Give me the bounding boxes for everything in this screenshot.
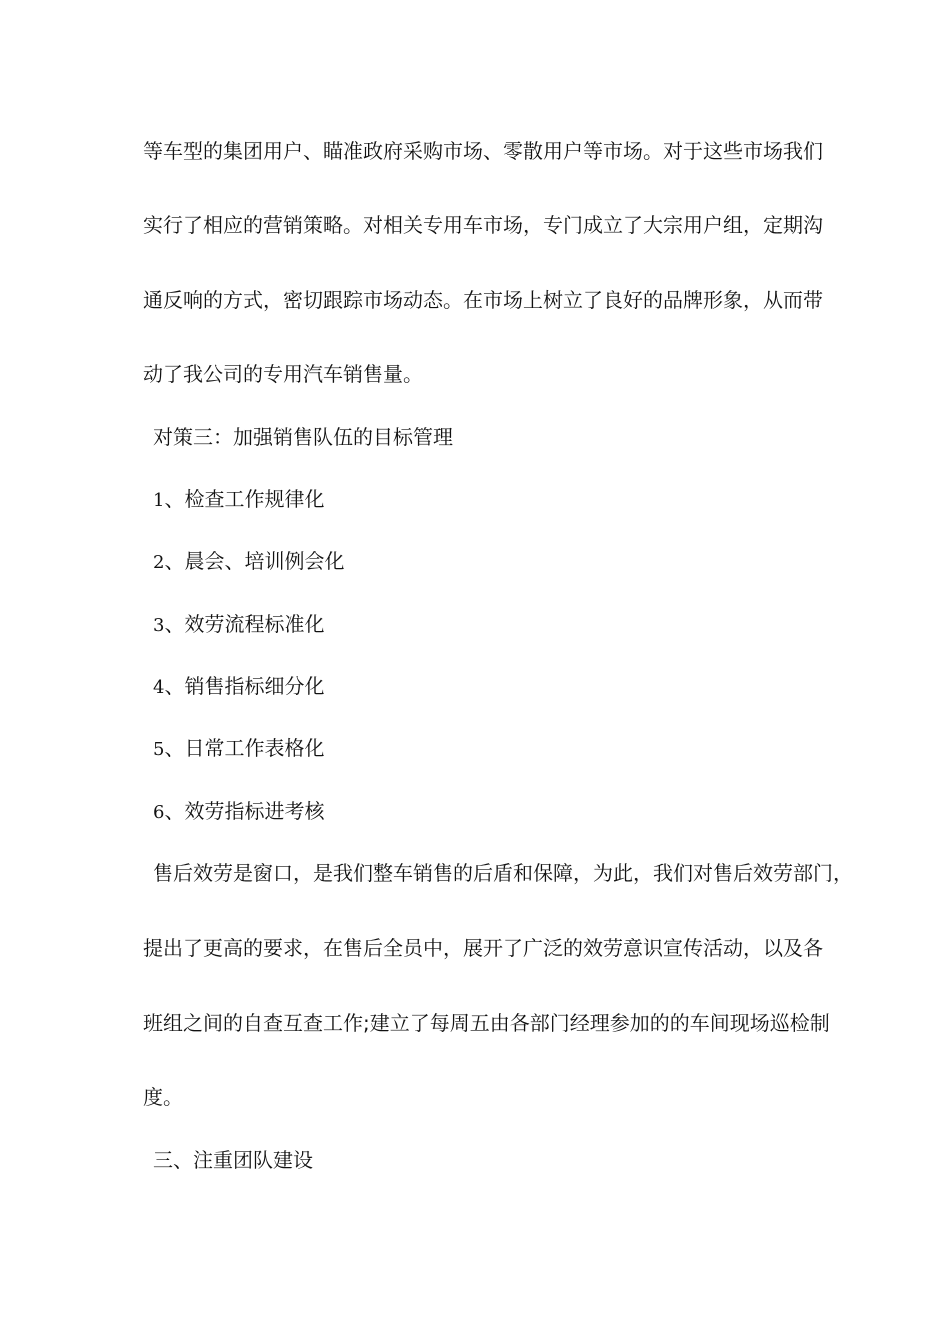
list-item-text: 、检查工作规律化	[164, 487, 325, 511]
paragraph-2-line-4: 度。	[143, 1085, 183, 1109]
list-item-number: 5	[153, 739, 165, 760]
list-item-number: 1	[153, 490, 165, 511]
list-item-text: 、晨会、培训例会化	[164, 549, 345, 573]
list-item-number: 6	[153, 802, 165, 823]
list-item	[153, 549, 344, 575]
paragraph-1-line-2: 实行了相应的营销策略。对相关专用车市场，专门成立了大宗用户组，定期沟	[143, 213, 823, 237]
paragraph-1-line-1: 等车型的集团用户、瞄准政府采购市场、零散用户等市场。对于这些市场我们	[143, 139, 823, 163]
paragraph-1-line-4: 动了我公司的专用汽车销售量。	[143, 362, 423, 386]
list-item-text: 、销售指标细分化	[164, 674, 325, 698]
paragraph-2-line-2: 提出了更高的要求，在售后全员中，展开了广泛的效劳意识宣传活动，以及各	[143, 936, 823, 960]
list-item	[153, 799, 324, 825]
list-item-number: 3	[153, 615, 165, 636]
list-item	[153, 612, 324, 638]
list-item	[153, 736, 324, 762]
paragraph-2-line-1: 售后效劳是窗口，是我们整车销售的后盾和保障，为此，我们对售后效劳部门，	[153, 861, 853, 885]
list-item-text: 、效劳指标进考核	[164, 799, 325, 823]
list-item	[153, 487, 324, 513]
list-item	[153, 674, 324, 700]
list-item-number: 2	[153, 552, 165, 573]
section-heading: 三、注重团队建设	[153, 1148, 313, 1172]
list-item-number: 4	[153, 677, 165, 698]
list-item-text: 、效劳流程标准化	[164, 612, 325, 636]
paragraph-2-line-3: 班组之间的自查互查工作;建立了每周五由各部门经理参加的的车间现场巡检制	[143, 1011, 830, 1035]
paragraph-1-line-3: 通反响的方式，密切跟踪市场动态。在市场上树立了良好的品牌形象，从而带	[143, 288, 823, 312]
list-item-text: 、日常工作表格化	[164, 736, 325, 760]
strategy-heading: 对策三：加强销售队伍的目标管理	[153, 425, 453, 449]
